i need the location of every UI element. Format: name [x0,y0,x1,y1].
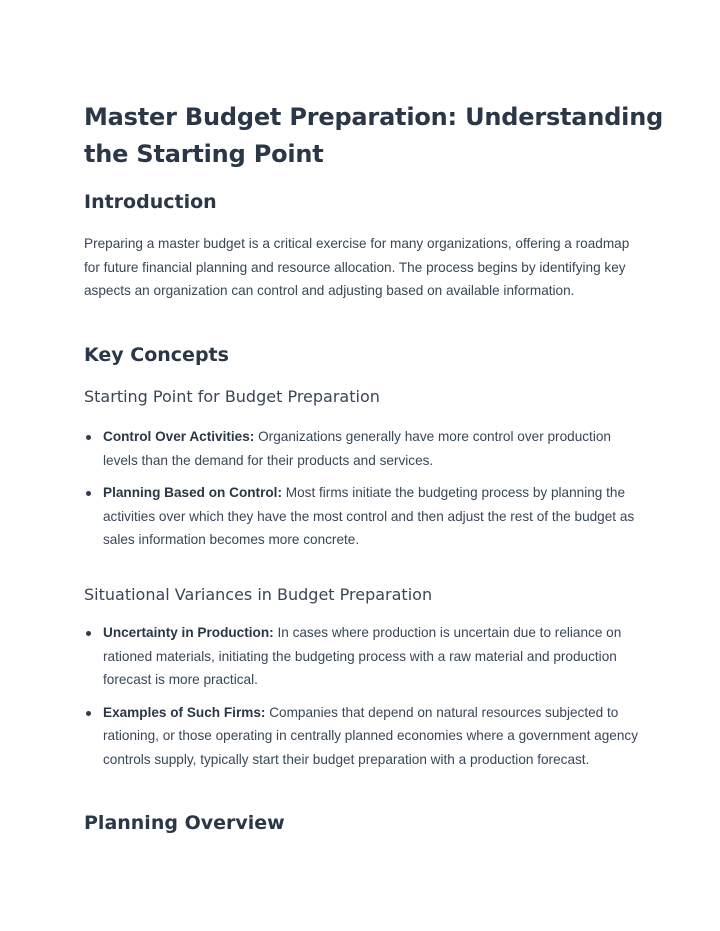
starting-point-heading: Starting Point for Budget Preparation [84,387,380,406]
situational-variances-heading: Situational Variances in Budget Preparation [84,585,433,604]
bullet-icon [86,491,91,496]
list-item [84,621,644,692]
situational-variances-list [84,621,644,780]
list-item [84,425,644,472]
starting-point-list [84,425,644,561]
bullet-text: Organizations generally have more control over production levels than the demand for their products and services. [103,429,611,468]
bullet-term: Examples of Such Firms: [103,704,266,720]
list-item [84,481,644,552]
bullet-icon [86,631,91,636]
bullet-icon [86,711,91,716]
bullet-term: Planning Based on Control: [103,485,282,500]
key-concepts-heading: Key Concepts [84,344,229,366]
document-title: Master Budget Preparation: Understanding the Starting Point [84,103,664,168]
bullet-icon [86,435,91,440]
planning-overview-heading: Planning Overview [84,812,285,834]
introduction-paragraph: Preparing a master budget is a critical exercise for many organizations, offering a roadmap for future financial planning and resource allocation. The process begins by identifying key aspects an organization can control and adjusting based on available information. [84,236,630,298]
bullet-text: In cases where production is uncertain due to reliance on rationed materials, initiating the budgeting process with a raw material and production forecast is more practical. [103,625,622,687]
list-item [84,701,644,772]
bullet-text: Most firms initiate the budgeting process by planning the activities over which they have the most control and then adjust the rest of the budget as sales information becomes more concrete. [103,485,635,547]
introduction-heading: Introduction [84,191,217,213]
bullet-term: Uncertainty in Production: [103,625,274,640]
bullet-text: Companies that depend on natural resources subjected to rationing, or those operating in centrally planned economies where a government agency controls supply, typically start their budget preparation with a production forecast. [103,704,639,767]
bullet-term: Control Over Activities: [103,429,255,444]
